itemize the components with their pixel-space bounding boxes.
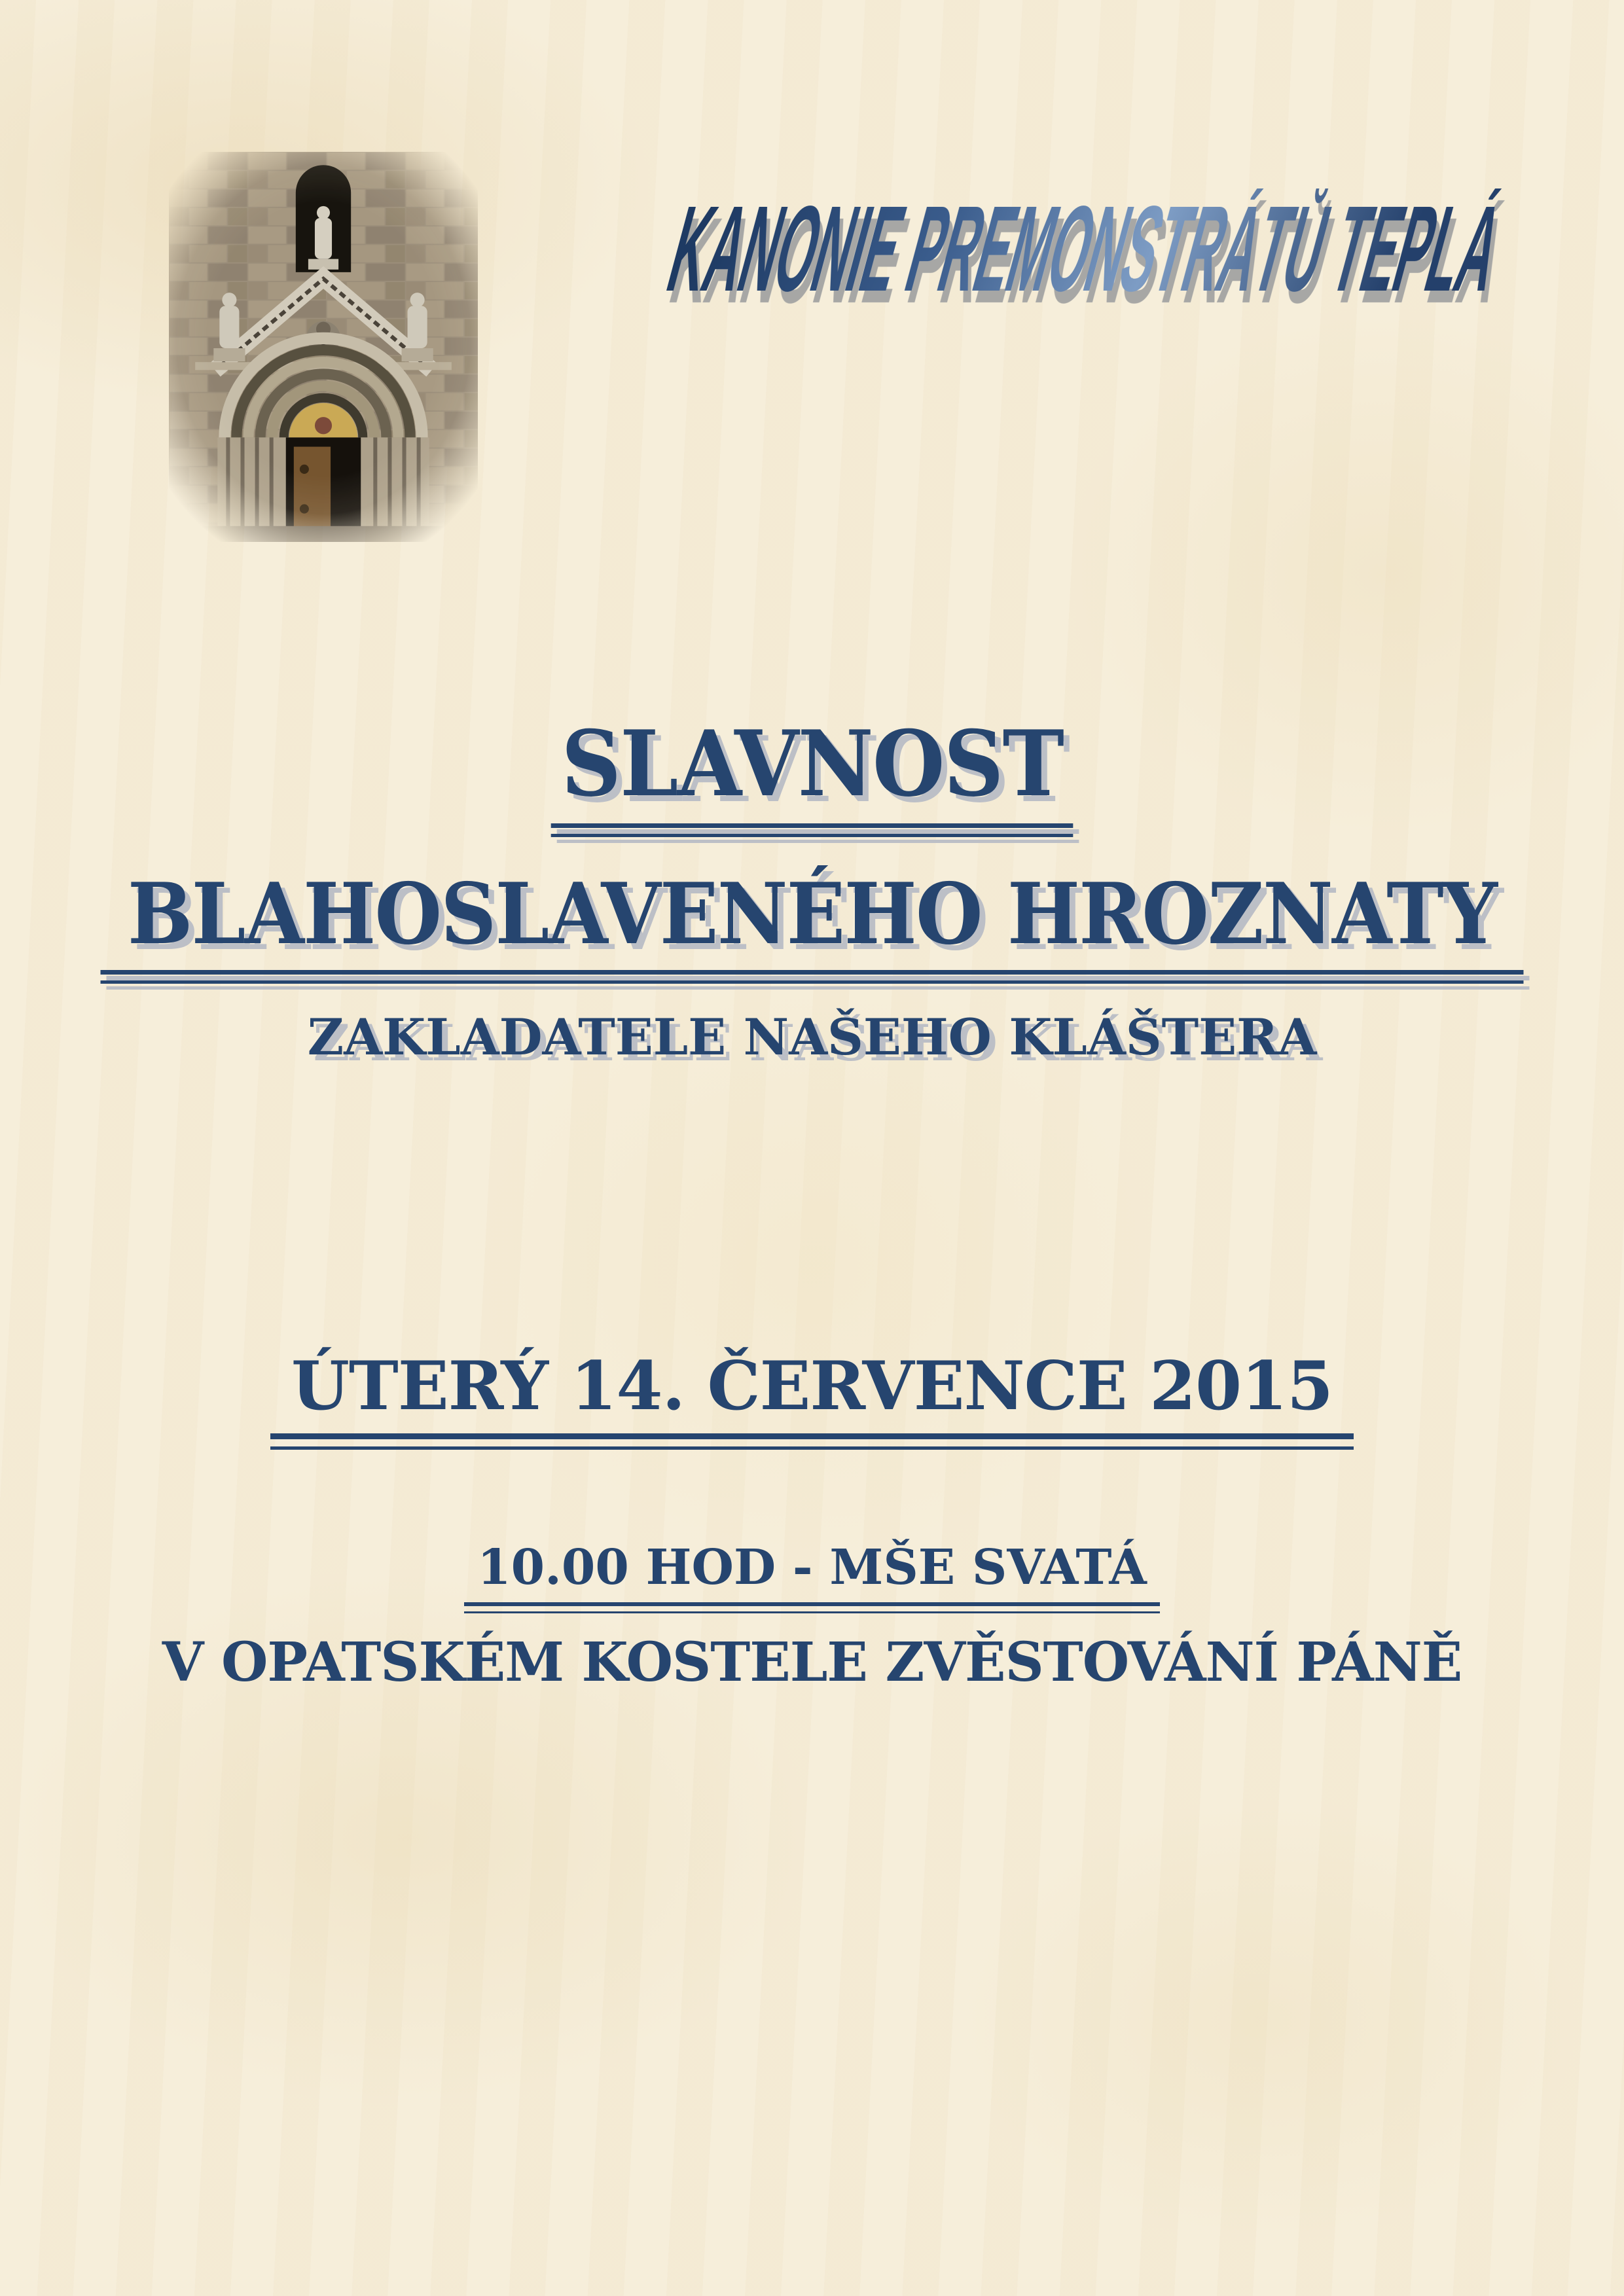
event-location: V OPATSKÉM KOSTELE ZVĚSTOVÁNÍ PÁNĚ (162, 1631, 1462, 1694)
event-title-line1: SLAVNOST (561, 710, 1063, 817)
double-underline (100, 970, 1524, 984)
event-time-wrap (477, 1539, 1147, 1613)
church-portal-photo (169, 152, 478, 542)
double-underline (551, 823, 1073, 837)
event-title-line1-wrap (561, 710, 1063, 837)
event-title-line2: BLAHOSLAVENÉHO HROZNATY (127, 865, 1497, 963)
event-title-line1-row (0, 710, 1624, 837)
event-time-row (0, 1539, 1624, 1613)
wordart-title (656, 181, 1624, 317)
event-date-wrap (291, 1347, 1333, 1450)
wordart-title-text: KANONIE PREMONSTRÁTŮ TEPLÁ (656, 181, 1515, 317)
church-portal-illustration (169, 152, 478, 542)
event-location-row (0, 1631, 1624, 1694)
event-title-line2-wrap (128, 865, 1496, 984)
event-time: 10.00 HOD - MŠE SVATÁ (477, 1539, 1147, 1596)
event-title-line2-row (0, 865, 1624, 984)
event-date: ÚTERÝ 14. ČERVENCE 2015 (291, 1347, 1333, 1426)
double-underline (270, 1433, 1354, 1450)
event-subtitle: ZAKLADATELE NAŠEHO KLÁŠTERA (307, 1008, 1317, 1066)
event-date-row (0, 1347, 1624, 1450)
double-underline (464, 1602, 1161, 1613)
event-subtitle-row (0, 1008, 1624, 1066)
